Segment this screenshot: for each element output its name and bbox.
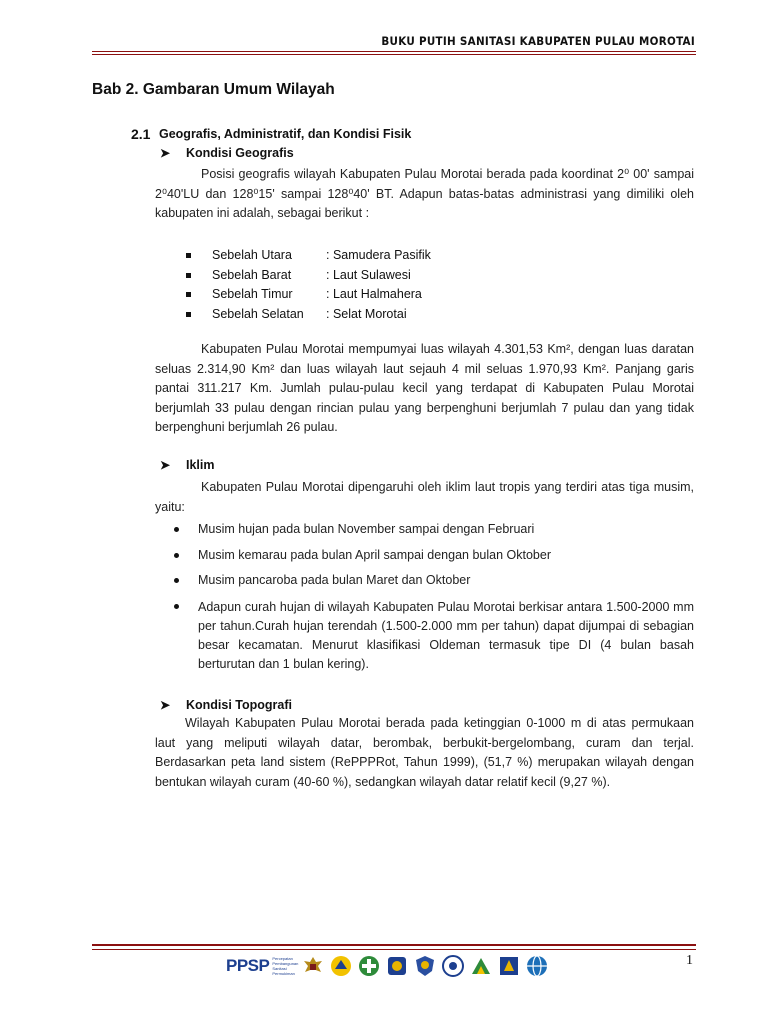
klh-logo-icon: [470, 955, 492, 977]
list-item: [186, 285, 431, 305]
round-bullet-icon: [172, 547, 198, 565]
subheading-iklim-label: Iklim: [186, 458, 215, 472]
round-bullet-icon: [172, 521, 198, 539]
climate-item-text: Adapun curah hujan di wilayah Kabupaten Pulau Morotai berkisar antara 1.500-2000 mm per tahun.Curah hujan terendah (1.500-2.000 mm per tahun) dapat dijumpai di sebagian besar kecamatan. Menurut klasifikasi Oldeman termasuk tipe DI (4 bulan basah berturutan dan 1 bulan kering).: [198, 599, 694, 672]
border-value: : Samudera Pasifik: [326, 248, 431, 262]
climate-list: [172, 521, 694, 682]
arrow-bullet-icon: ➤: [160, 698, 171, 712]
footer-rule-thin: [92, 949, 696, 950]
footer-rule-thick: [92, 944, 696, 946]
list-item: [186, 246, 431, 266]
list-item: [172, 598, 694, 675]
chapter-title: Bab 2. Gambaran Umum Wilayah: [92, 81, 335, 98]
list-item: [172, 547, 694, 565]
ppsp-label: PPSP: [226, 956, 270, 975]
list-item: [172, 572, 694, 590]
border-direction: Sebelah Selatan: [212, 306, 304, 321]
subheading-topografi: [160, 698, 292, 712]
iklim-intro: [155, 478, 694, 517]
subheading-iklim: [160, 458, 215, 472]
kemenperin-logo-icon: [442, 955, 464, 977]
bappenas-logo-icon: [386, 955, 408, 977]
climate-item-text: Musim pancaroba pada bulan Maret dan Oktober: [198, 573, 471, 587]
topografi-body: Wilayah Kabupaten Pulau Morotai berada pada ketinggian 0-1000 m di atas permukaan laut yang meliputi wilayah datar, berombak, berbukit-bergelombang, curam dan terjal. Berdasarkan peta land sistem (RePPPRot, Tahun 1999), (51,7 %) merupakan wilayah dengan bentukan wilayah curam (40-60 %), sedangkan wilayah datar relatif kecil (9,27 %).: [155, 716, 694, 789]
geografis-intro-text: Posisi geografis wilayah Kabupaten Pulau Morotai berada pada koordinat 2⁰ 00' sampai 2⁰40'LU dan 128⁰15' sampai 128⁰40' BT. Adapun batas-batas administrasi yang dimiliki oleh kabupaten ini adalah, sebagai berikut :: [155, 167, 694, 220]
topografi-text: [155, 714, 694, 792]
pu-logo-icon: [330, 955, 352, 977]
border-list: [186, 246, 431, 324]
square-bullet-icon: [186, 285, 212, 305]
header-rule-thin: [92, 54, 696, 55]
iklim-intro-text: Kabupaten Pulau Morotai dipengaruhi oleh iklim laut tropis yang terdiri atas tiga musim, yaitu:: [155, 480, 694, 514]
border-value: : Selat Morotai: [326, 306, 407, 321]
list-item: [186, 305, 431, 325]
subheading-geografis: [160, 146, 294, 160]
ppsp-subtitle: Percepatan Pembangunan Sanitasi Permukiman: [272, 956, 299, 976]
climate-item-text: Musim hujan pada bulan November sampai dengan Februari: [198, 522, 535, 536]
page-number: 1: [686, 953, 693, 968]
arrow-bullet-icon: ➤: [160, 146, 171, 160]
climate-item-text: Musim kemarau pada bulan April sampai dengan bulan Oktober: [198, 547, 551, 562]
border-direction: Sebelah Barat: [212, 267, 292, 282]
section-number: 2.1: [131, 126, 151, 142]
border-direction: Sebelah Timur: [212, 287, 293, 301]
list-item: [186, 266, 431, 286]
ppsp-logo: [226, 956, 299, 976]
square-bullet-icon: [186, 305, 212, 325]
garuda-emblem-icon: [302, 955, 324, 977]
subheading-topografi-label: Kondisi Topografi: [186, 698, 293, 712]
globe-logo-icon: [526, 955, 548, 977]
header-rule-thick: [92, 51, 696, 52]
round-bullet-icon: [172, 598, 198, 675]
geografis-area: [155, 340, 694, 438]
arrow-bullet-icon: ➤: [160, 458, 171, 472]
geografis-area-text: Kabupaten Pulau Morotai mempumyai luas wilayah 4.301,53 Km², dengan luas daratan seluas 2.314,90 Km² dan luas wilayah laut sejauh 4 mil seluas 1.970,93 Km². Panjang garis pantai 311.217 Km. Jumlah pulau-pulau kecil yang terdapat di Kabupaten Pulau Morotai berjumlah 33 pulau dengan rincian pulau yang berpenghuni berjumlah 7 pulau dan yang tidak berpenghuni berjumlah 26 pulau.: [155, 342, 694, 434]
geografis-intro: [155, 165, 694, 224]
round-bullet-icon: [172, 572, 198, 590]
square-bullet-icon: [186, 246, 212, 266]
border-direction: Sebelah Utara: [212, 248, 292, 262]
section-title: Geografis, Administratif, dan Kondisi Fisik: [159, 127, 412, 141]
kemenkes-logo-icon: [358, 955, 380, 977]
kemenkeu-logo-icon: [498, 955, 520, 977]
square-bullet-icon: [186, 266, 212, 286]
border-value: : Laut Sulawesi: [326, 267, 411, 282]
header-title: BUKU PUTIH SANITASI KABUPATEN PULAU MOROTAI: [381, 34, 695, 48]
list-item: [172, 521, 694, 539]
border-value: : Laut Halmahera: [326, 287, 422, 301]
subheading-geografis-label: Kondisi Geografis: [186, 146, 294, 160]
kemendagri-logo-icon: [414, 955, 436, 977]
footer-logos: [226, 955, 548, 977]
